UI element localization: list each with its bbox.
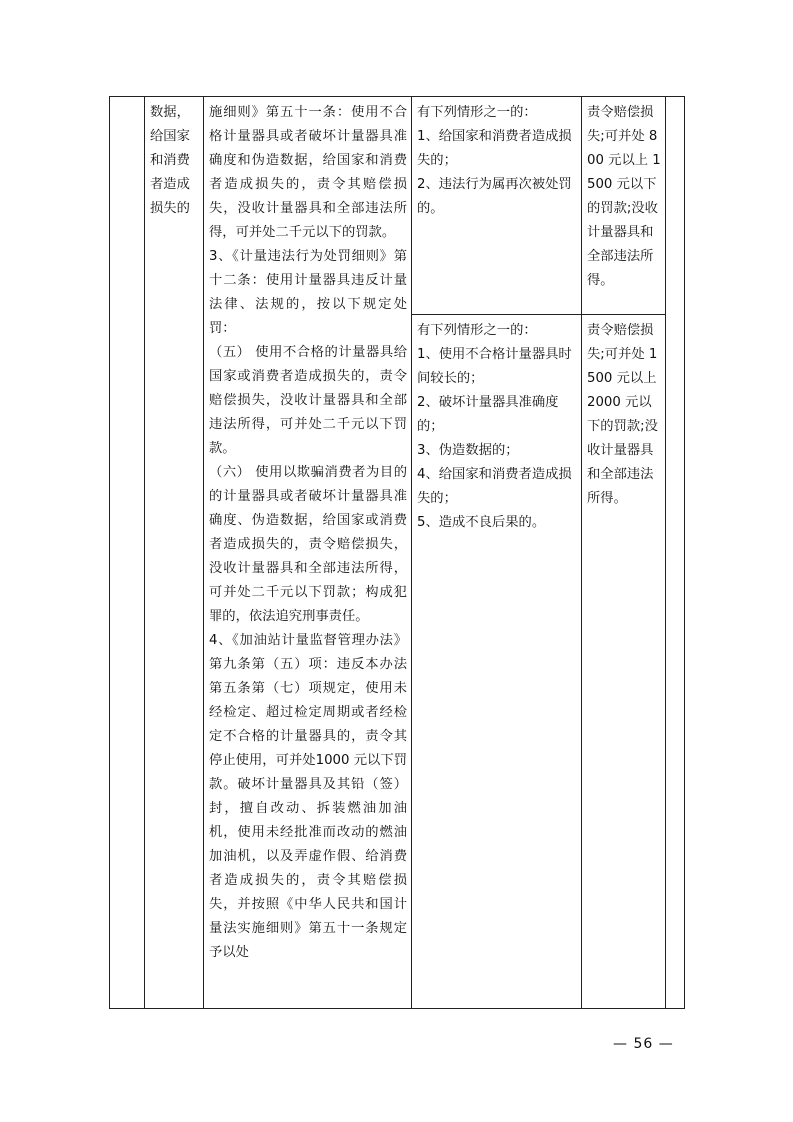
legal-basis-cell	[204, 97, 412, 1009]
penalty-table	[109, 96, 685, 1009]
circumstance-cell	[412, 315, 582, 1009]
legal-basis-paragraph: （六） 使用以欺骗消费者为目的的计量器具或者破坏计量器具准确度、伪造数据，给国家或消费者造成损失的，责令赔偿损失，没收计量器具和全部违法所得，可并处二千元以下罚款；构成犯罪的，依法追究刑事责任。	[209, 465, 407, 624]
circumstance-line: 有下列情形之一的：	[417, 323, 537, 338]
penalty-text: 责令赔偿损失;可并处 1500 元以上 2000 元以下的罚款;没收计量器具和全部违法所得。	[587, 323, 658, 506]
penalty-cell	[582, 97, 666, 315]
legal-basis-paragraph: （五） 使用不合格的计量器具给国家或消费者造成损失的，责令赔偿损失，没收计量器具和全部违法所得，可并处二千元以下罚款。	[209, 345, 407, 456]
circumstance-line: 1、使用不合格计量器具时间较长的；	[417, 347, 572, 386]
subject-line: 给国家	[150, 129, 190, 144]
legal-basis-paragraph: 4、《加油站计量监督管理办法》第九条第（五）项：违反本办法第五条第（七）项规定，使用未经检定、超过检定周期或者经检定不合格的计量器具的，责令其停止使用，可并处1000 元以下罚款。破坏计量器具及其铅（签）封，擅自改动、拆装燃油加油机，使用未经批准而改动的燃油加油机，以及弄虚作假、给消费者造成损失的，责令其赔偿损失，并按照《中华人民共和国计量法实施细则》第五十一条规定予以处	[209, 633, 407, 960]
circumstance-line: 2、破坏计量器具准确度的；	[417, 395, 559, 434]
legal-basis-paragraph: 3、《计量违法行为处罚细则》第十二条：使用计量器具违反计量法律、法规的，按以下规定处罚：	[209, 249, 407, 336]
index-cell	[110, 97, 145, 1009]
subject-line: 数据，	[150, 105, 190, 120]
penalty-text: 责令赔偿损失;可并处 800 元以上 1500 元以下的罚款;没收计量器具和全部违法所得。	[587, 105, 661, 288]
remarks-cell	[666, 97, 685, 1009]
penalty-cell	[582, 315, 666, 1009]
table-row	[110, 97, 685, 315]
circumstance-line: 3、伪造数据的；	[417, 443, 519, 458]
circumstance-line: 有下列情形之一的：	[417, 105, 537, 120]
circumstance-cell	[412, 97, 582, 315]
subject-line: 损失的	[150, 201, 190, 216]
subject-line: 者造成	[150, 177, 190, 192]
subject-line: 和消费	[150, 153, 190, 168]
violation-subject-cell	[145, 97, 204, 1009]
circumstance-line: 4、给国家和消费者造成损失的；	[417, 467, 572, 506]
circumstance-line: 2、违法行为属再次被处罚的。	[417, 177, 572, 216]
page-number: — 56 —	[613, 1036, 674, 1052]
legal-basis-paragraph: 施细则》第五十一条：使用不合格计量器具或者破坏计量器具准确度和伪造数据，给国家和消费者造成损失的，责令其赔偿损失，没收计量器具和全部违法所得，可并处二千元以下的罚款。	[209, 105, 407, 240]
circumstance-line: 5、造成不良后果的。	[417, 515, 546, 530]
circumstance-line: 1、给国家和消费者造成损失的；	[417, 129, 572, 168]
